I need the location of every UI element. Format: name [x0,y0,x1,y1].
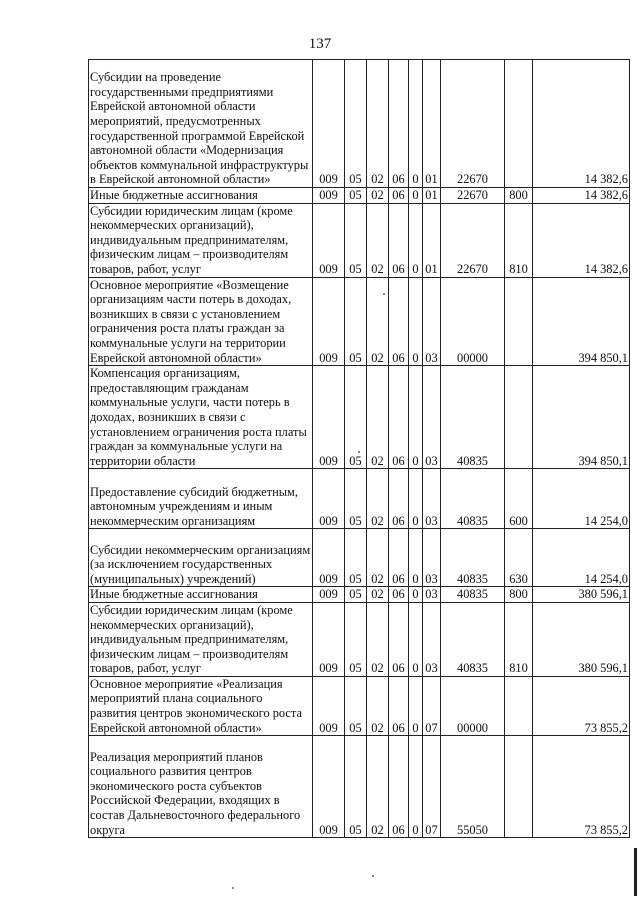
code-section: 05 [345,366,367,469]
code-subsection: 02 [367,602,389,676]
code-section: 05 [345,587,367,603]
code-subsection: 02 [367,277,389,366]
code-chapter: 009 [313,277,345,366]
scan-speck [372,875,374,877]
code-expense-type [505,676,533,735]
code-section: 05 [345,676,367,735]
code-subprogram: 0 [409,736,423,838]
page-number: 137 [308,36,332,52]
code-expense-type: 810 [505,203,533,277]
table-row [89,529,630,587]
code-direction: 40835 [441,529,505,587]
code-expense-type [505,277,533,366]
row-description: Субсидии юридическим лицам (кроме некоммерческих организаций), индивидуальным предпринимателям, физическим лицам – производителям товаров, работ, услуг [89,203,313,277]
code-program: 06 [389,587,409,603]
row-description: Основное мероприятие «Возмещение организациям части потерь в доходах, возникших в связи с установлением ограничения роста платы граждан за коммунальные услуги на территории Еврейской автономной области» [89,277,313,366]
row-description: Компенсация организациям, предоставляющим гражданам коммунальные услуги, части потерь в доходах, возникших в связи с установлением ограничения роста платы граждан за коммунальные услуги на территории области [89,366,313,469]
code-section: 05 [345,736,367,838]
code-subprogram: 0 [409,676,423,735]
table-row [89,366,630,469]
code-program: 06 [389,676,409,735]
row-description: Иные бюджетные ассигнования [89,587,313,603]
code-direction: 40835 [441,587,505,603]
code-subsection: 02 [367,469,389,529]
code-activity: 07 [423,676,441,735]
code-activity: 03 [423,529,441,587]
row-amount: 14 382,6 [533,203,630,277]
code-subprogram: 0 [409,469,423,529]
code-chapter: 009 [313,366,345,469]
code-direction: 22670 [441,203,505,277]
row-amount: 14 254,0 [533,529,630,587]
row-description: Субсидии некоммерческим организациям (за исключением государственных (муниципальных) учреждений) [89,529,313,587]
code-chapter: 009 [313,60,345,188]
code-program: 06 [389,366,409,469]
code-section: 05 [345,469,367,529]
code-subprogram: 0 [409,602,423,676]
code-expense-type: 800 [505,188,533,204]
code-subprogram: 0 [409,60,423,188]
code-activity: 01 [423,203,441,277]
code-program: 06 [389,203,409,277]
code-section: 05 [345,203,367,277]
code-direction: 22670 [441,188,505,204]
code-chapter: 009 [313,529,345,587]
scan-edge-mark [634,848,637,896]
code-direction: 40835 [441,469,505,529]
code-subsection: 02 [367,587,389,603]
row-amount: 394 850,1 [533,366,630,469]
code-expense-type [505,736,533,838]
table-row [89,676,630,735]
row-description: Реализация мероприятий планов социального развития центров экономического роста субъектов Российской Федерации, входящих в состав Дальневосточного федерального округа [89,736,313,838]
row-amount: 394 850,1 [533,277,630,366]
code-section: 05 [345,602,367,676]
code-program: 06 [389,277,409,366]
code-subprogram: 0 [409,203,423,277]
code-program: 06 [389,736,409,838]
code-subprogram: 0 [409,587,423,603]
code-expense-type: 800 [505,587,533,603]
code-subsection: 02 [367,736,389,838]
code-section: 05 [345,188,367,204]
code-expense-type: 810 [505,602,533,676]
row-amount: 380 596,1 [533,602,630,676]
code-subsection: 02 [367,676,389,735]
code-expense-type: 630 [505,529,533,587]
row-amount: 14 254,0 [533,469,630,529]
code-chapter: 009 [313,587,345,603]
code-chapter: 009 [313,602,345,676]
row-description: Субсидии на проведение государственными предприятиями Еврейской автономной области мероприятий, предусмотренных государственной программой Еврейской автономной области «Модернизация объектов коммунальной инфраструктуры в Еврейской автономной области» [89,60,313,188]
code-subprogram: 0 [409,188,423,204]
code-chapter: 009 [313,203,345,277]
code-section: 05 [345,277,367,366]
code-chapter: 009 [313,188,345,204]
code-subprogram: 0 [409,529,423,587]
code-activity: 03 [423,587,441,603]
row-description: Основное мероприятие «Реализация мероприятий плана социального развития центров экономического роста Еврейской автономной области» [89,676,313,735]
code-program: 06 [389,188,409,204]
code-direction: 40835 [441,366,505,469]
code-expense-type [505,60,533,188]
row-amount: 14 382,6 [533,188,630,204]
scan-speck [232,887,234,889]
code-activity: 03 [423,602,441,676]
code-subsection: 02 [367,529,389,587]
code-subsection: 02 [367,60,389,188]
code-subsection: 02 [367,203,389,277]
code-direction: 00000 [441,676,505,735]
code-direction: 40835 [441,602,505,676]
code-activity: 03 [423,366,441,469]
row-description: Иные бюджетные ассигнования [89,188,313,204]
row-amount: 73 855,2 [533,676,630,735]
code-direction: 55050 [441,736,505,838]
row-description: Предоставление субсидий бюджетным, автономным учреждениям и иным некоммерческим организациям [89,469,313,529]
table-row [89,277,630,366]
scan-speck [358,451,360,453]
code-subprogram: 0 [409,366,423,469]
row-amount: 73 855,2 [533,736,630,838]
code-program: 06 [389,469,409,529]
row-amount: 14 382,6 [533,60,630,188]
row-amount: 380 596,1 [533,587,630,603]
table-row [89,469,630,529]
code-activity: 01 [423,188,441,204]
code-program: 06 [389,602,409,676]
table-row [89,188,630,204]
scan-speck [383,293,385,295]
code-direction: 00000 [441,277,505,366]
table-row [89,587,630,603]
table-row [89,602,630,676]
code-subprogram: 0 [409,277,423,366]
code-program: 06 [389,60,409,188]
code-direction: 22670 [441,60,505,188]
table-row [89,60,630,188]
code-subsection: 02 [367,188,389,204]
code-expense-type [505,366,533,469]
code-chapter: 009 [313,676,345,735]
table-row [89,203,630,277]
code-activity: 01 [423,60,441,188]
code-expense-type: 600 [505,469,533,529]
row-description: Субсидии юридическим лицам (кроме некоммерческих организаций), индивидуальным предпринимателям, физическим лицам – производителям товаров, работ, услуг [89,602,313,676]
code-chapter: 009 [313,736,345,838]
code-section: 05 [345,529,367,587]
code-chapter: 009 [313,469,345,529]
budget-table [88,59,630,838]
code-activity: 07 [423,736,441,838]
code-program: 06 [389,529,409,587]
code-section: 05 [345,60,367,188]
code-activity: 03 [423,469,441,529]
code-activity: 03 [423,277,441,366]
table-row [89,736,630,838]
code-subsection: 02 [367,366,389,469]
